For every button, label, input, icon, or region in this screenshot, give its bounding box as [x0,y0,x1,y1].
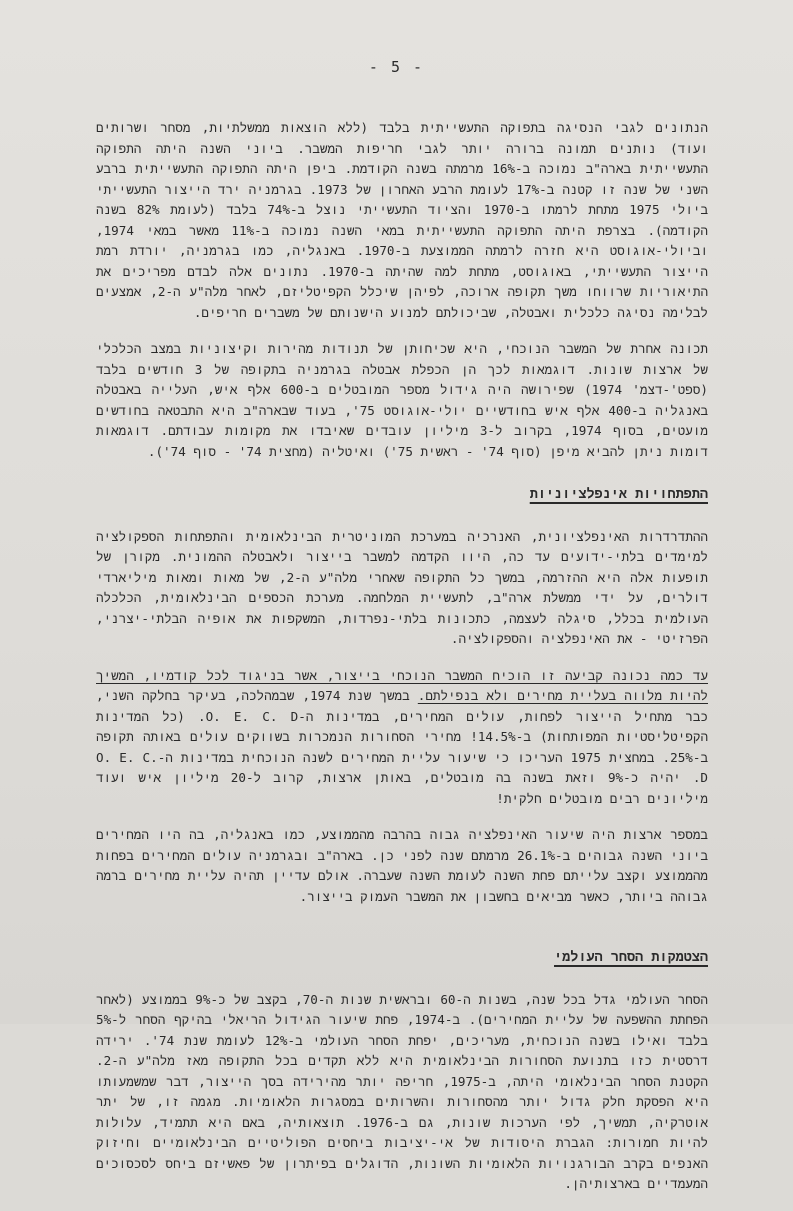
page-number: - 5 - [368,58,425,76]
paragraph-inflation-countries: במספר ארצות היה שיעור האינפלציה גבוה בהרבה מהממוצע, כמו באנגליה, בה היו המחירים ביוני השנה גבוהים ב-26.1% מרמתם שנה לפני כן. בארה"ב ובגרמניה עולים המחירים בפחות מהממוצע וקצב עלייתם פחת השנה לעומת השנה שעברה. אולם עדיין תהיה עליית מחירים ברמה גבוהה ביותר, כאשר מביאים בחשבון את המשבר העמוק בייצור. [96,827,709,904]
heading-inflationary-developments: התפתחויות אינפלציוניות [529,486,708,502]
document-body [96,118,708,1211]
paragraph-inflation-causes: ההתדרדרות האינפלציונית, האנרכיה במערכת המוניטרית הבינלאומית והתפתחות הספקולציה למימדים בלתי-ידועים עד כה, היוו הקדמה למשבר בייצור ולאבטלה ההמונית. מקורן של תופעות אלה היא ההזרמה, במשך כל התקופה שאחרי מלה"ע ה-2, של מאות ומאות מיליארדי דולרים, על ידי ממשלת ארה"ב, לתעשיית המלחמה. מערכת הכספים הבינלאומית, הכלכלה העולמית בכלל, סיגלה לעצמה, כתכונות בלתי-נפרדות, המשקפות את אופיה הבלתי-יצרני, הפרזיטי - את האינפלציה והספקולציה. [96,528,708,646]
paragraph-industrial-output: הנתונים לגבי הנסיגה בתפוקה התעשייתית בלבד (ללא הוצאות ממשלתיות, מסחר ושרותים ועוד) נותנים תמונה ברורה יותר לגבי חריפות המשבר. ביוני השנה היתה התפוקה התעשייתית בארה"ב נמוכה ב-16% מרמתה בשנה הקודמת. ביפן היתה התפוקה התעשייתית ברבע השני של שנה זו קטנה ב-17% לעומת הרבע האחרון של 1973. בגרמניה ירד הייצור התעשייתי ביולי 1975 מתחת לרמתו ב-1970 והציוד התעשייתי נוצל ב-74% בלבד (לעומת 82% בשנה הקודמה). בצרפת היתה התפוקה התעשייתית במאי השנה נמוכה ב-11% מאשר במאי 1974, וביולי-אוגוסט היא חזרה לרמתה הממוצעת ב-1970. באנגליה, כמו בגרמניה, יורדת רמת הייצור התעשייתי, באוגוסט, מתחת למה שהיתה ב-1970. נתונים אלה לבדם מפריכים את התיאוריות שרווחו משך תקופה ארוכה, לפיהן שיכלל הקפיטליזם, לאחר מלה"ע ה-2, אמצעים לבלימה נסיגה כלכלית ואבטלה, שביכולתם למנוע הישנותם של משברים חריפים. [96,120,709,320]
underlined-statement: עד כמה נכונה קביעה זו הוכיח המשבר הנוכחי בייצור, אשר בניגוד לכל קודמיו, המשיך להיות מלווה בעליית מחירים ולא בנפילתם. [96,667,708,703]
paragraph-economic-fluctuations: תכונה אחרת של המשבר הנוכחי, היא שכיחותן של תנודות מהירות וקיצוניות במצב הכלכלי של ארצות שונות. דוגמאות לכך הן הכפלת אבטלה בגרמניה בתקופה של 3 חודשים בלבד (ספט'-דצמ' 1974) שפירושה היה גידול מספר המובטלים ב-600 אלף איש, העלייה באבטלה באנגליה ב-400 אלף איש בחודשיים יולי-אוגוסט 75', בעוד שבארה"ב היא התבטאה בחודשים מועטים, בסוף 1974, בקרוב ל-3 מיליון עובדים שאיבדו את מקומות עבודתם. דוגמאות דומות ניתן להביא מיפן (סוף 74' - ראשית 75') ואיטליה (מחצית 74' - סוף 74'). [96,341,709,459]
heading-world-trade-contraction: הצטמקות הסחר העולמי [554,949,708,965]
paragraph-inflation-crisis [96,666,708,810]
paragraph-world-trade: הסחר העולמי גדל בכל שנה, בשנות ה-60 ובראשית שנות ה-70, בקצב של כ-9% בממוצע (לאחר הפחתת ההשפעה של עליית המחירים). ב-1974, פחת שיעור הגידול הריאלי בהיקף הסחר ל-5% בלבד ואילו בשנה הנוכחית, מעריכים, יפחת הסחר העולמי ב-12% לעומת שנת 74'. ירידה דרסטית כזו בתנועת הסחורות הבינלאומית היא ללא תקדים בכל התקופה מאז מלה"ע ה-2. הקטנת הסחר הבינלאומי היתה, ב-1975, חריפה יותר מהירידה בסך הייצור, דבר שמשמעותו היא הפסקת חלק גדול יותר מהסחורות והשרותים במסגרות הלאומיות. מגמה זו, של יתר אוטרקיה, תמשיך, לפי הערכות שונות, גם ב-1976. תוצאותיה, באם היא תתמיד, עלולות להיות חמורות: הגברת היסודות של אי-יציבות ביחסים הפוליטיים הבינלאומיים וחיזוק האנפים בקרב הבורגנויות הלאומיות השונות, הדוגלים בפיתרון של פאשיזם ביחס לסכסוכים המעמדיים בארצותיהן. [96,991,709,1191]
paragraph-inflation-crisis-rest: במשך שנת 1974, שבמהלכה, בעיקר בחלקה השני, כבר מתחיל הייצור לפחות, עולים המחירים, במדינות ה-O. E. C. D. (כל המדינות הקפיטליסטיות המפותחות) ב-14.5%! מחירי הסחורות הנמכרות בשווקים עולים באותה תקופה ב-25%. במחצית 1975 העריכו כי שיעור עליית המחירים לשנה הנוכחית במדינות ה-O. E. C. D. יהיה כ-9% וזאת בשנה בה מובטלים, באותן ארצות, קרוב ל-20 מיליון איש ועוד מיליונים רבים מובטלים חלקית! [96,688,709,806]
